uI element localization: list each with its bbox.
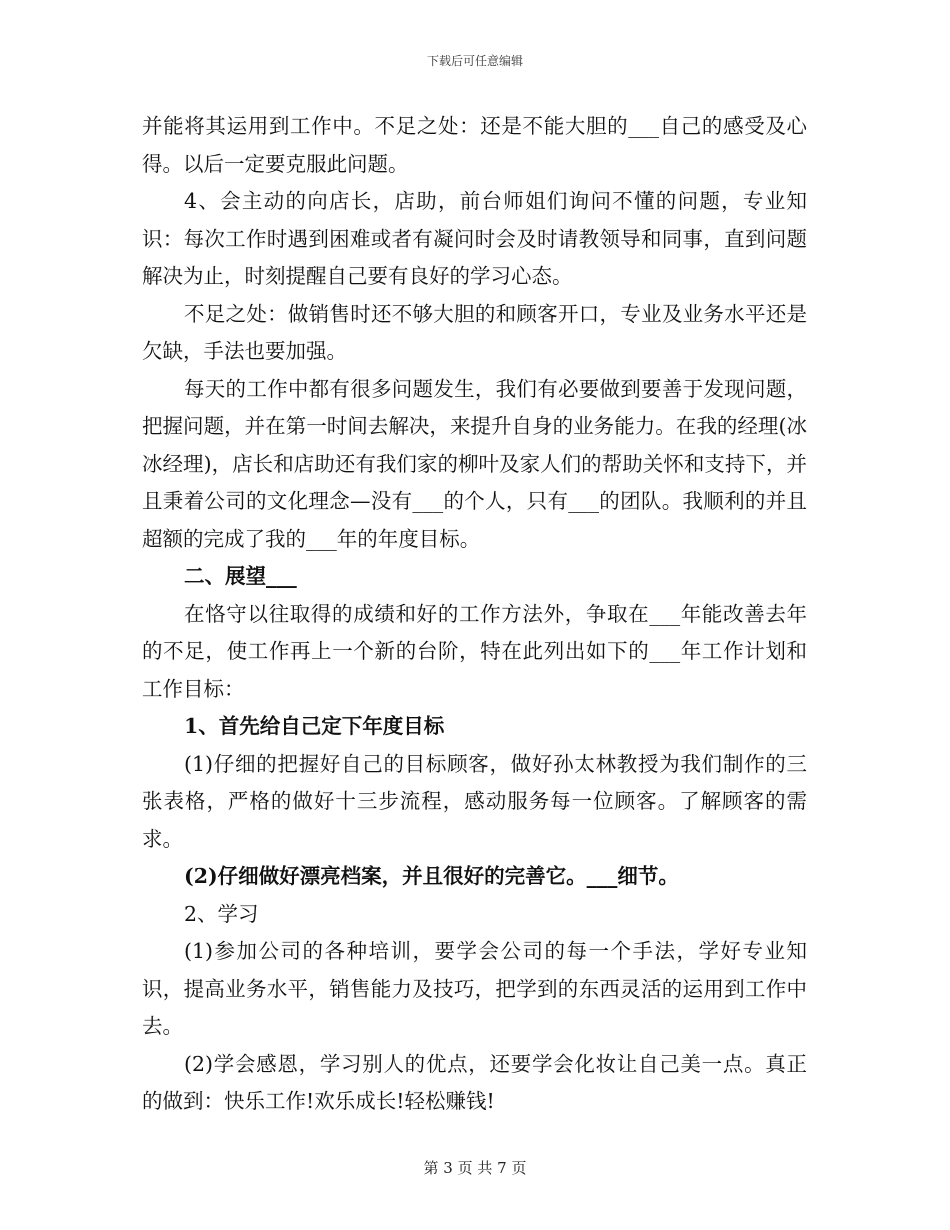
paragraph: 并能将其运用到工作中。不足之处：还是不能大胆的___自己的感受及心得。以后一定要克服此问题。 [142, 114, 807, 176]
page-header: 下载后可任意编辑 [426, 54, 523, 68]
paragraph: 不足之处：做销售时还不够大胆的和顾客开口，专业及业务水平还是欠缺，手法也要加强。 [142, 301, 807, 363]
subsection-heading: 1、首先给自己定下年度目标 [184, 714, 445, 738]
paragraph: 每天的工作中都有很多问题发生，我们有必要做到要善于发现问题，把握问题，并在第一时间去解决，来提升自身的业务能力。在我的经理(冰冰经理)，店长和店助还有我们家的柳叶及家人们的帮助关怀和支持下，并且秉着公司的文化理念—没有___的个人，只有___的团队。我顺利的并且超额的完成了我的___年的年度目标。 [142, 376, 807, 551]
paragraph: 在恪守以往取得的成绩和好的工作方法外，争取在___年能改善去年的不足，使工作再上一个新的台阶，特在此列出如下的___年工作计划和工作目标： [142, 601, 807, 701]
paragraph: (1)参加公司的各种培训，要学会公司的每一个手法，学好专业知识，提高业务水平，销售能力及技巧，把学到的东西灵活的运用到工作中去。 [142, 939, 807, 1038]
paragraph: (2)仔细做好漂亮档案，并且很好的完善它。___细节。 [184, 864, 679, 888]
document-body [142, 108, 807, 1121]
section-heading: 二、展望___ [184, 564, 297, 588]
paragraph: 4、会主动的向店长，店助，前台师姐们询问不懂的问题，专业知识：每次工作时遇到困难或者有凝问时会及时请教领导和同事，直到问题解决为止，时刻提醒自己要有良好的学习心态。 [142, 189, 807, 288]
subsection-heading: 2、学习 [184, 901, 259, 926]
paragraph: (1)仔细的把握好自己的目标顾客，做好孙太林教授为我们制作的三张表格，严格的做好十三步流程，感动服务每一位顾客。了解顾客的需求。 [142, 751, 807, 851]
paragraph: (2)学会感恩，学习别人的优点，还要学会化妆让自己美一点。真正的做到：快乐工作!欢乐成长!轻松赚钱! [142, 1051, 807, 1113]
page-number: 第 3 页 共 7 页 [423, 1159, 527, 1177]
